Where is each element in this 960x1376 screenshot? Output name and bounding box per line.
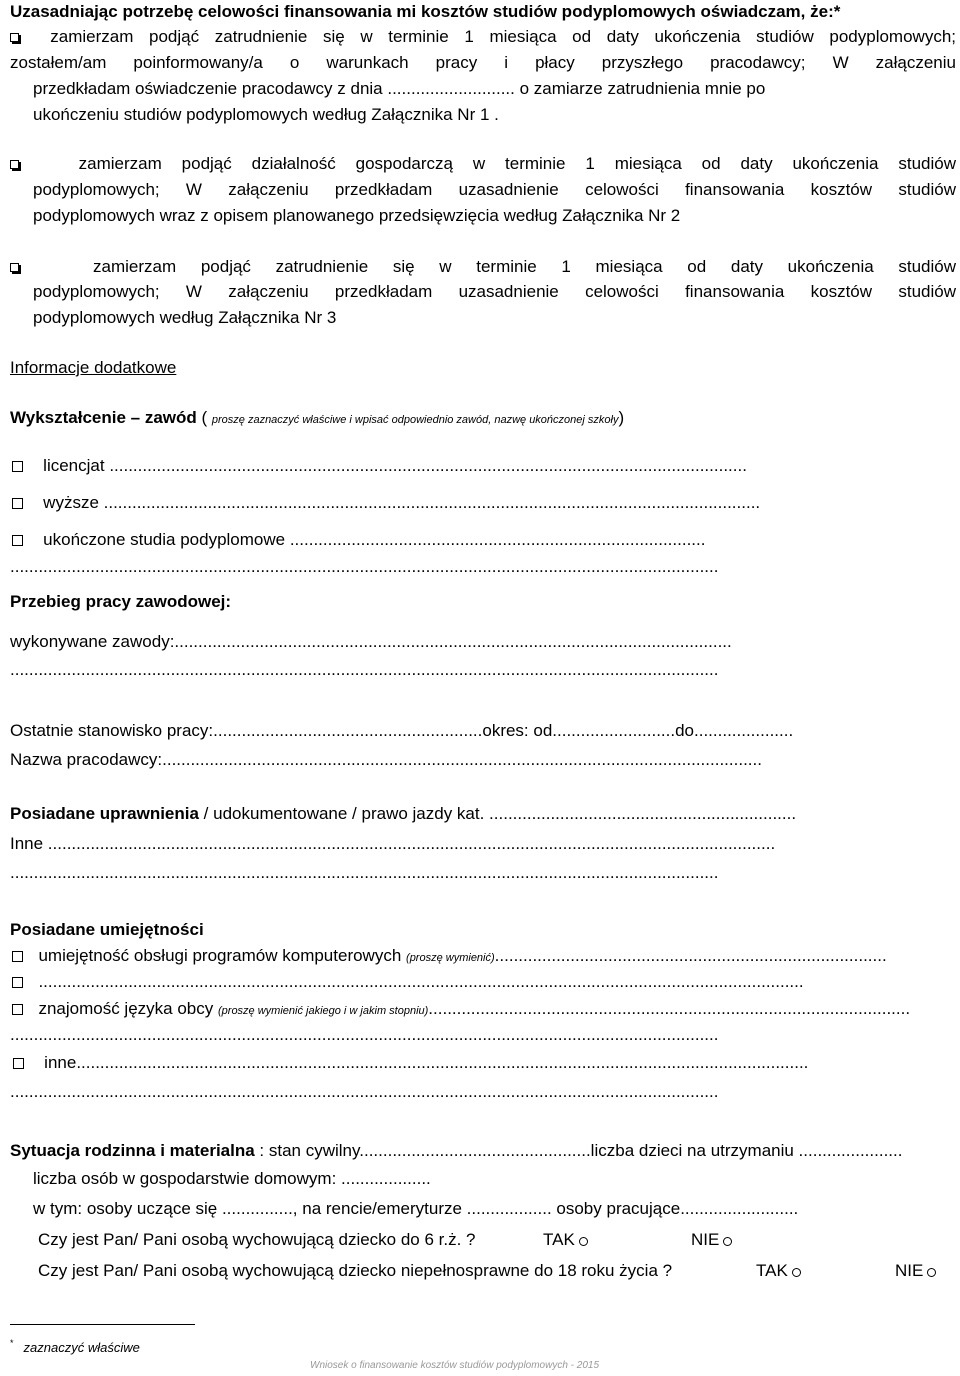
checkbox-licencjat[interactable]	[12, 461, 23, 472]
q2-no[interactable]: NIE	[895, 1260, 936, 1282]
career-jobs-continuation[interactable]: ......................................................................................................................................................	[10, 660, 719, 679]
education-item-licencjat[interactable]: licencjat .......................................................................................................................................	[12, 455, 747, 477]
permissions-other[interactable]: Inne ..........................................................................................................................................................	[10, 834, 776, 853]
permissions-other-continuation[interactable]: ......................................................................................................................................................	[10, 863, 719, 882]
household-count[interactable]: liczba osób w gospodarstwie domowym: ...................	[33, 1169, 431, 1188]
household-breakdown[interactable]: w tym: osoby uczące się ..............., na rencie/emeryturze .................. osoby pracujące.........................	[33, 1199, 799, 1218]
intro-text: Uzasadniając potrzebę celowości finansowania mi kosztów studiów podyplomowych oświadczam, że:*	[10, 2, 841, 21]
option-2-line-2: podyplomowych; W załączeniu przedkładam uzasadnienie celowości finansowania kosztów studiów	[33, 180, 956, 199]
checkbox-podyplomowe[interactable]	[12, 535, 23, 546]
radio-q1-no[interactable]	[723, 1237, 732, 1246]
checkbox-blank-skill[interactable]	[12, 977, 23, 988]
checkbox-language[interactable]	[12, 1004, 23, 1015]
option-1-line-3: przedkładam oświadczenie pracodawcy z dnia ........................... o zamiarze zatrudnienia mnie po	[33, 79, 766, 98]
radio-q2-yes[interactable]	[792, 1268, 801, 1277]
option-1-line-1[interactable]: zamierzam podjąć zatrudnienie się w terminie 1 miesiąca od daty ukończenia studiów podyplomowych;	[10, 26, 956, 48]
question-child-6: Czy jest Pan/ Pani osobą wychowującą dziecko do 6 r.ż. ?	[38, 1230, 476, 1249]
employer-name[interactable]: Nazwa pracodawcy:...............................................................................................................................	[10, 750, 762, 769]
option-3-line-1: zamierzam podjąć zatrudnienie się w terminie 1 miesiąca od daty ukończenia studiów	[10, 256, 956, 278]
checkbox-option-2[interactable]	[10, 160, 19, 169]
education-heading: Wykształcenie – zawód ( proszę zaznaczyć właściwe i wpisać odpowiednio zawód, nazwę ukończonej szkoły)	[10, 408, 625, 427]
option-3-line-3: podyplomowych według Załącznika Nr 3	[33, 308, 337, 327]
education-continuation[interactable]: ......................................................................................................................................................	[10, 557, 719, 576]
radio-q1-yes[interactable]	[579, 1237, 588, 1246]
skills-heading: Posiadane umiejętności	[10, 920, 204, 939]
career-heading: Przebieg pracy zawodowej:	[10, 592, 232, 611]
skill-other-continuation[interactable]: ......................................................................................................................................................	[10, 1082, 719, 1101]
family-line[interactable]: Sytuacja rodzinna i materialna : stan cywilny.................................................liczba dzieci na utrzymaniu ......................	[10, 1141, 903, 1160]
permissions-line[interactable]: Posiadane uprawnienia / udokumentowane / prawo jazdy kat. .................................................................	[10, 804, 797, 823]
skill-computer[interactable]: umiejętność obsługi programów komputerowych (proszę wymienić)...................................................................................	[12, 945, 887, 969]
option-2-line-3: podyplomowych wraz z opisem planowanego przedsięwzięcia według Załącznika Nr 2	[33, 206, 681, 225]
option-2-line-1: zamierzam podjąć działalność gospodarczą w terminie 1 miesiąca od daty ukończenia studiów	[10, 153, 956, 175]
skill-other[interactable]: inne...........................................................................................................................................................	[13, 1052, 808, 1074]
checkbox-wyzsze[interactable]	[12, 498, 23, 509]
q1-yes[interactable]: TAK	[543, 1229, 588, 1251]
page-footer: Wniosek o finansowanie kosztów studiów podyplomowych - 2015	[310, 1360, 600, 1371]
q2-yes[interactable]: TAK	[756, 1260, 801, 1282]
skill-blank[interactable]: ..................................................................................................................................................................	[12, 971, 804, 993]
option-1-line-4: ukończeniu studiów podyplomowych według Załącznika Nr 1 .	[33, 105, 499, 124]
footnote: * zaznaczyć właściwe	[10, 1338, 140, 1355]
checkbox-other-skill[interactable]	[13, 1058, 24, 1069]
radio-q2-no[interactable]	[927, 1268, 936, 1277]
education-item-wyzsze[interactable]: wyższe ...........................................................................................................................................	[12, 492, 760, 514]
last-position[interactable]: Ostatnie stanowisko pracy:.........................................................okres: od..........................do.....................	[10, 721, 794, 740]
footnote-divider	[10, 1324, 195, 1325]
option-3-line-2: podyplomowych; W załączeniu przedkładam uzasadnienie celowości finansowania kosztów studiów	[33, 282, 956, 301]
question-child-disabled: Czy jest Pan/ Pani osobą wychowującą dziecko niepełnosprawne do 18 roku życia ?	[38, 1261, 673, 1280]
career-jobs[interactable]: wykonywane zawody:......................................................................................................................	[10, 632, 732, 651]
q1-no[interactable]: NIE	[691, 1229, 732, 1251]
checkbox-option-1[interactable]	[10, 33, 19, 42]
education-item-podyplomowe[interactable]: ukończone studia podyplomowe ........................................................................................	[12, 529, 705, 551]
checkbox-option-3[interactable]	[10, 263, 19, 272]
skill-language-continuation[interactable]: ......................................................................................................................................................	[10, 1025, 719, 1044]
option-1-line-2: zostałem/am poinformowany/a o warunkach pracy i płacy przyszłego pracodawcy; W załączeniu	[10, 53, 956, 72]
skill-language[interactable]: znajomość języka obcy (proszę wymienić jakiego i w jakim stopniu)......................................................................................................	[12, 998, 910, 1022]
checkbox-computer[interactable]	[12, 951, 23, 962]
info-heading: Informacje dodatkowe	[10, 358, 177, 377]
